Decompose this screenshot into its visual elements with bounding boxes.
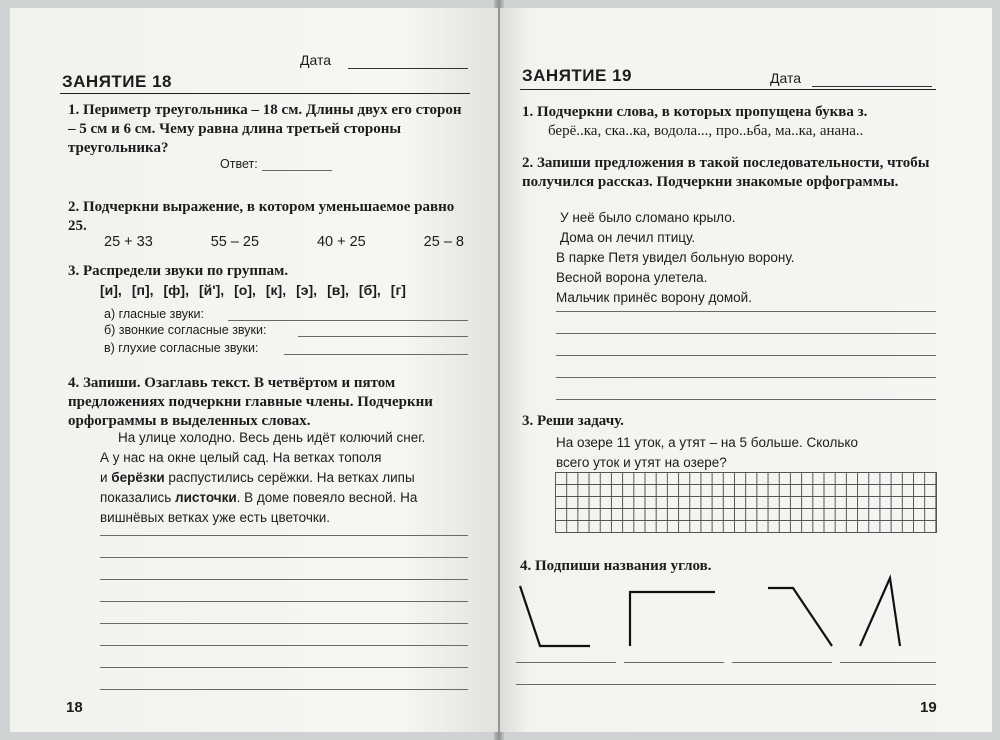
sound: [о], [234,282,256,298]
write-line[interactable] [100,601,468,602]
voiced-line[interactable] [298,336,468,337]
write-line[interactable] [556,377,936,378]
angle-4 [860,578,900,646]
lesson-title: ЗАНЯТИЕ 19 [522,66,632,85]
write-line[interactable] [100,667,468,668]
task-2-text: 2. Подчеркни выражение, в котором уменьшаемое равно 25. [68,199,455,234]
write-line[interactable] [556,311,936,312]
sentence: В парке Петя увидел больную ворону. [556,250,795,265]
sound: [п], [131,282,154,298]
sound: [в], [327,282,349,298]
angle-label-line[interactable] [732,662,832,663]
sound: [и], [100,282,122,298]
write-line[interactable] [100,557,468,558]
group-voiceless: в) глухие согласные звуки: [104,341,259,355]
answer-label: Ответ: [220,157,258,171]
page-number: 19 [920,699,937,716]
answer-line[interactable] [262,170,332,171]
angle-1 [520,586,590,646]
angle-3 [768,588,832,646]
task-4-text: 4. Запиши. Озаглавь текст. В четвёртом и пятом предложениях подчеркни главные члены. Подчеркни орфограммы в выделенных словах. [68,375,433,429]
group-vowels: а) гласные звуки: [104,307,204,321]
date-field[interactable] [348,68,468,69]
task-1-text: 1. Периметр треугольника – 18 см. Длины двух его сторон – 5 см и 6 см. Чему равна длина третьей стороны треугольника? [68,102,462,156]
sentence: Весной ворона улетела. [556,270,708,285]
task-1-text: 1. Подчеркни слова, в которых пропущена буква з. [522,104,868,120]
highlighted-word: берёзки [111,470,165,485]
vowels-line[interactable] [228,320,468,321]
date-label: Дата [770,70,802,86]
group-voiced: б) звонкие согласные звуки: [104,323,267,337]
expression[interactable]: 25 – 8 [423,234,464,250]
task-3-text: 3. Распредели звуки по группам. [68,263,289,279]
date-label: Дата [300,52,332,68]
write-line[interactable] [100,645,468,646]
para-line: На улице холодно. Весь день идёт колючий снег. [118,430,426,445]
task-4-paragraph [100,428,470,528]
angles-figure [510,570,930,660]
task-1-words: берё..ка, ска..ка, водола..., про..ьба, ма..ка, анана.. [548,123,864,139]
highlighted-word: листочки [175,490,237,505]
sound: [к], [265,282,287,298]
write-line[interactable] [516,684,936,685]
para-line: вишнёвых ветках уже есть цветочки. [100,510,331,525]
sound: [ф], [163,282,189,298]
expression[interactable]: 40 + 25 [316,234,366,250]
sentence: У неё было сломано крыло. [560,210,736,225]
write-line[interactable] [100,579,468,580]
date-field[interactable] [812,86,932,87]
expressions-row [104,232,464,252]
sound: [г] [390,282,406,298]
para-line: А у нас на окне целый сад. На ветках тополя [100,450,382,465]
sentence: Дома он лечил птицу. [560,230,696,245]
expression[interactable]: 25 + 33 [104,234,153,250]
task-2-sentences [556,208,936,308]
write-line[interactable] [556,333,936,334]
sounds-row [100,282,416,300]
task-2-text: 2. Запиши предложения в такой последовательности, чтобы получился рассказ. Подчеркни знакомые орфограммы. [522,155,930,190]
sound: [б], [358,282,381,298]
task-3-text: 3. Реши задачу. [522,413,624,429]
page-number: 18 [66,699,83,716]
answer-grid[interactable] [555,472,937,533]
para-line: показались листочки. В доме повеяло весной. На [100,490,418,505]
task-3-problem: На озере 11 уток, а утят – на 5 больше. Сколько всего уток и утят на озере? [556,435,858,470]
task-4-text: 4. Подпиши названия углов. [520,558,712,574]
angle-2 [630,592,715,646]
write-line[interactable] [100,623,468,624]
write-line[interactable] [556,355,936,356]
angle-label-line[interactable] [624,662,724,663]
expression[interactable]: 55 – 25 [210,234,260,250]
sound: [й'], [198,282,225,298]
title-rule [520,89,936,90]
para-line: и берёзки распустились серёжки. На ветках липы [100,470,415,485]
write-line[interactable] [100,689,468,690]
angle-label-line[interactable] [516,662,616,663]
write-line[interactable] [100,535,468,536]
angle-label-line[interactable] [840,662,936,663]
write-line[interactable] [556,399,936,400]
voiceless-line[interactable] [284,354,468,355]
sentence: Мальчик принёс ворону домой. [556,290,752,305]
lesson-title: ЗАНЯТИЕ 18 [62,72,172,91]
title-rule [60,93,470,94]
sound: [э], [296,282,318,298]
